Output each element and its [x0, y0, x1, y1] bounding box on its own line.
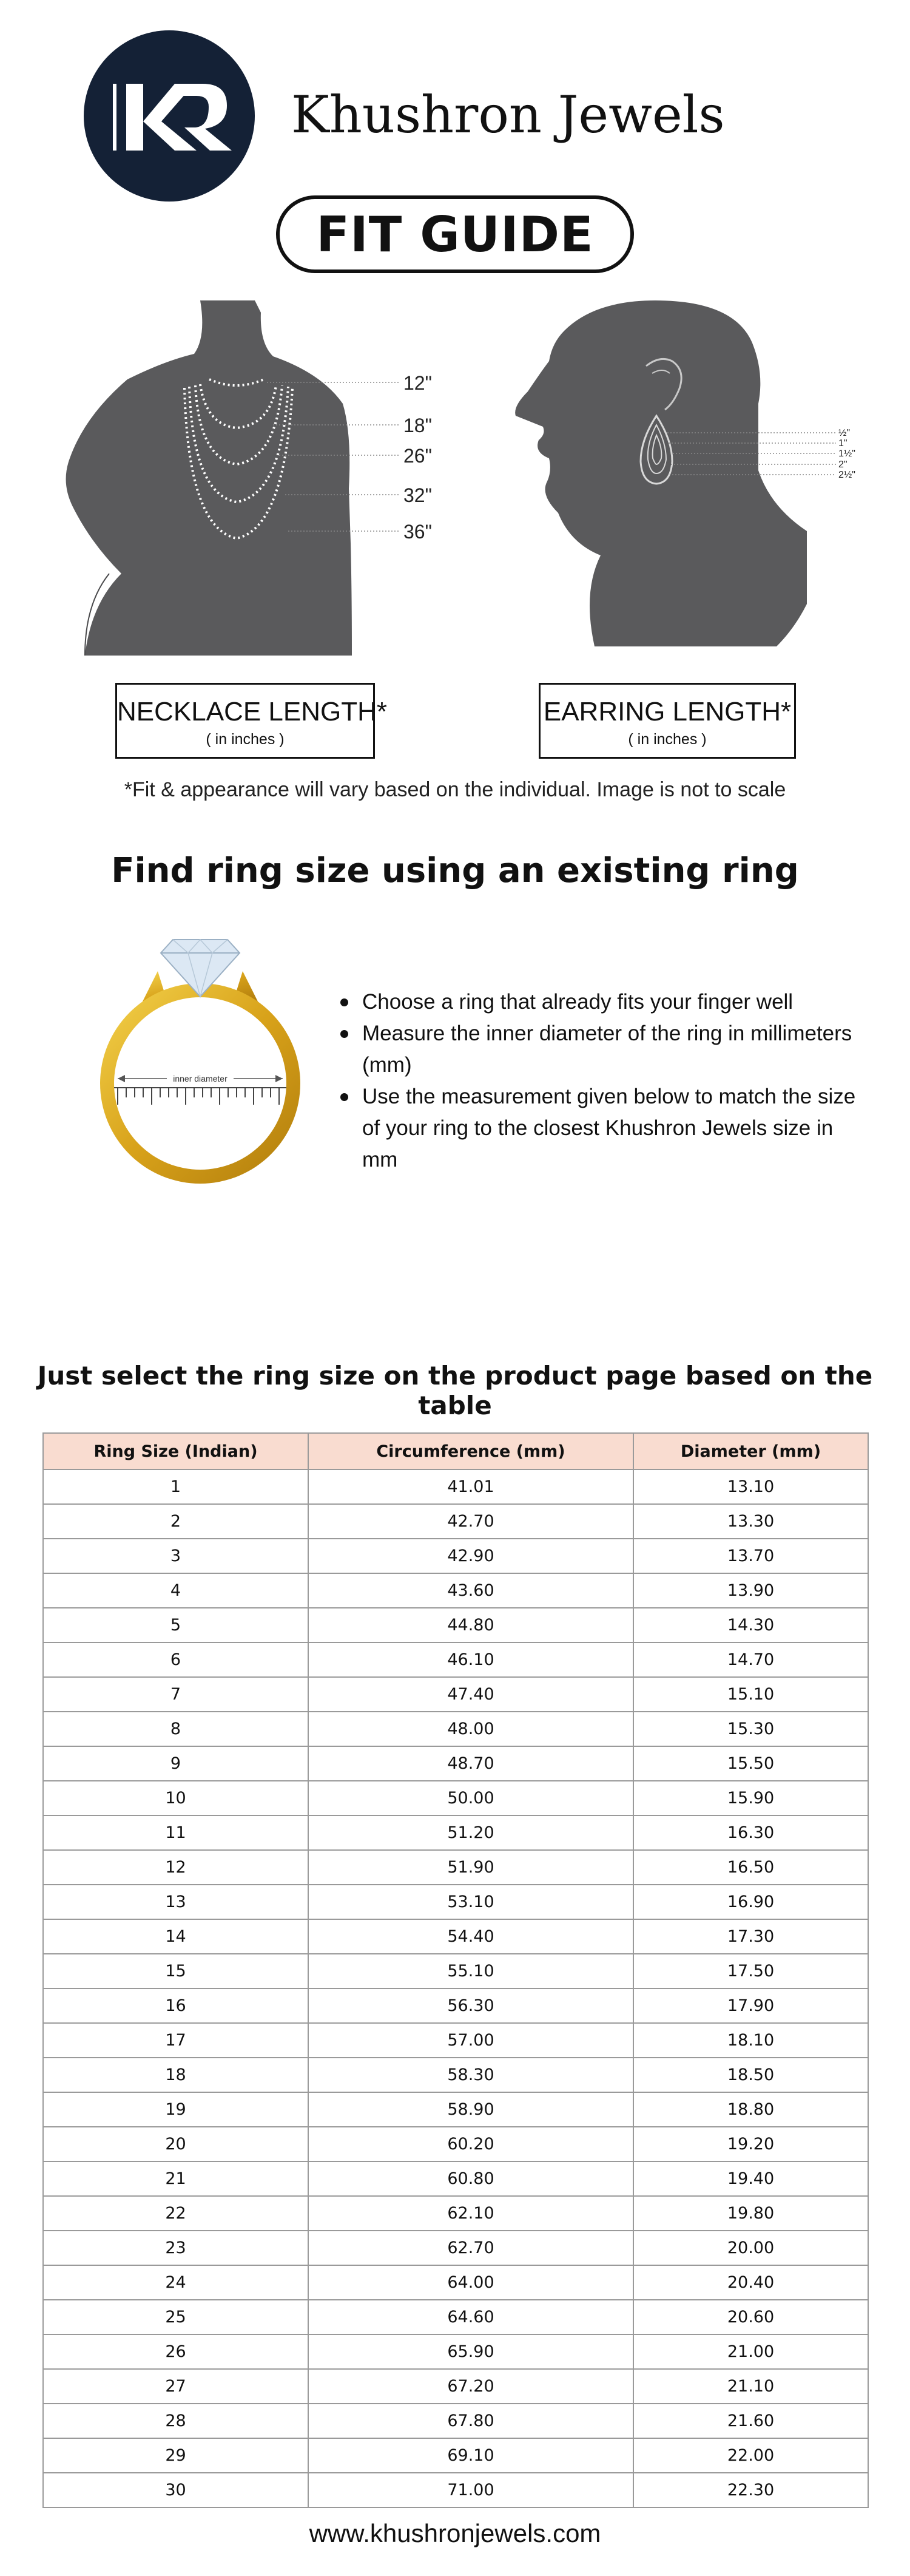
column-header-ring-size: Ring Size (Indian): [43, 1433, 308, 1469]
necklace-unit-text: ( in inches ): [206, 731, 285, 748]
diameter-cell: 13.90: [633, 1573, 868, 1608]
table-row: [43, 2127, 868, 2161]
ring-section-title: Find ring size using an existing ring: [111, 851, 799, 890]
circumference-cell: 46.10: [308, 1642, 633, 1677]
table-row: [43, 2196, 868, 2231]
diameter-cell: 15.10: [633, 1677, 868, 1712]
list-item: Choose a ring that already fits your finger well: [337, 986, 858, 1018]
ring-size-cell: 27: [43, 2369, 308, 2404]
circumference-cell: 67.80: [308, 2404, 633, 2438]
ring-size-cell: 9: [43, 1746, 308, 1781]
ring-size-cell: 29: [43, 2438, 308, 2473]
ring-size-cell: 16: [43, 1988, 308, 2023]
circumference-cell: 58.30: [308, 2058, 633, 2092]
circumference-cell: 41.01: [308, 1469, 633, 1504]
circumference-cell: 53.10: [308, 1885, 633, 1919]
table-row: [43, 1539, 868, 1573]
footer-url[interactable]: www.khushronjewels.com: [309, 2519, 601, 2547]
table-row: [43, 2369, 868, 2404]
table-row: [43, 1712, 868, 1746]
diameter-cell: 20.40: [633, 2265, 868, 2300]
circumference-cell: 51.20: [308, 1815, 633, 1850]
ring-size-cell: 3: [43, 1539, 308, 1573]
ring-size-cell: 23: [43, 2231, 308, 2265]
ring-size-cell: 24: [43, 2265, 308, 2300]
diameter-cell: 17.30: [633, 1919, 868, 1954]
ring-size-cell: 18: [43, 2058, 308, 2092]
brand-logo: [84, 30, 255, 202]
column-header-diameter: Diameter (mm): [633, 1433, 868, 1469]
diameter-cell: 13.10: [633, 1469, 868, 1504]
ring-size-cell: 5: [43, 1608, 308, 1642]
circumference-cell: 48.00: [308, 1712, 633, 1746]
diameter-cell: 18.50: [633, 2058, 868, 2092]
diameter-cell: 20.00: [633, 2231, 868, 2265]
earring-length-2: 2": [838, 459, 848, 470]
diameter-cell: 14.30: [633, 1608, 868, 1642]
diameter-cell: 14.70: [633, 1642, 868, 1677]
diameter-cell: 13.70: [633, 1539, 868, 1573]
ring-size-cell: 12: [43, 1850, 308, 1885]
table-row: [43, 2473, 868, 2507]
circumference-cell: 47.40: [308, 1677, 633, 1712]
circumference-cell: 51.90: [308, 1850, 633, 1885]
ring-size-table: [42, 1432, 869, 2508]
diameter-cell: 19.40: [633, 2161, 868, 2196]
circumference-cell: 60.80: [308, 2161, 633, 2196]
ring-size-cell: 20: [43, 2127, 308, 2161]
inner-diameter-label: inner diameter: [173, 1074, 228, 1083]
ring-size-cell: 15: [43, 1954, 308, 1988]
table-row: [43, 1677, 868, 1712]
ring-size-cell: 26: [43, 2334, 308, 2369]
ring-size-cell: 13: [43, 1885, 308, 1919]
ring-size-cell: 21: [43, 2161, 308, 2196]
circumference-cell: 48.70: [308, 1746, 633, 1781]
table-row: [43, 1988, 868, 2023]
ring-instructions: [337, 986, 858, 1176]
circumference-cell: 64.00: [308, 2265, 633, 2300]
table-row: [43, 1815, 868, 1850]
diameter-cell: 19.20: [633, 2127, 868, 2161]
ring-size-cell: 7: [43, 1677, 308, 1712]
table-row: [43, 1469, 868, 1504]
diameter-cell: 17.50: [633, 1954, 868, 1988]
table-row: [43, 1642, 868, 1677]
necklace-length-18: 18": [403, 415, 432, 436]
ring-size-cell: 2: [43, 1504, 308, 1539]
table-row: [43, 2438, 868, 2473]
circumference-cell: 56.30: [308, 1988, 633, 2023]
diameter-cell: 22.00: [633, 2438, 868, 2473]
table-row: [43, 2023, 868, 2058]
fit-guide-title: [276, 195, 634, 273]
ring-size-cell: 8: [43, 1712, 308, 1746]
diameter-cell: 19.80: [633, 2196, 868, 2231]
ring-size-cell: 22: [43, 2196, 308, 2231]
circumference-cell: 67.20: [308, 2369, 633, 2404]
table-row: [43, 2265, 868, 2300]
table-row: [43, 1573, 868, 1608]
table-header-row: [43, 1433, 868, 1469]
earring-length-1-half: 1½": [838, 449, 855, 459]
ring-size-cell: 6: [43, 1642, 308, 1677]
circumference-cell: 65.90: [308, 2334, 633, 2369]
diameter-cell: 15.50: [633, 1746, 868, 1781]
diameter-cell: 21.10: [633, 2369, 868, 2404]
table-row: [43, 1919, 868, 1954]
circumference-cell: 62.10: [308, 2196, 633, 2231]
ring-size-cell: 17: [43, 2023, 308, 2058]
table-row: [43, 1608, 868, 1642]
earring-length-1: 1": [838, 438, 848, 449]
necklace-length-label: [115, 683, 388, 759]
table-row: [43, 1504, 868, 1539]
circumference-cell: 62.70: [308, 2231, 633, 2265]
ring-size-cell: 4: [43, 1573, 308, 1608]
circumference-cell: 42.90: [308, 1539, 633, 1573]
ring-size-cell: 11: [43, 1815, 308, 1850]
necklace-label-text: NECKLACE LENGTH*: [117, 697, 388, 727]
diameter-cell: 22.30: [633, 2473, 868, 2507]
ring-size-cell: 25: [43, 2300, 308, 2334]
table-row: [43, 2092, 868, 2127]
circumference-cell: 50.00: [308, 1781, 633, 1815]
diameter-cell: 21.00: [633, 2334, 868, 2369]
necklace-illustration: [36, 288, 449, 668]
circumference-cell: 44.80: [308, 1608, 633, 1642]
circumference-cell: 69.10: [308, 2438, 633, 2473]
list-item: Measure the inner diameter of the ring in millimeters (mm): [337, 1018, 858, 1081]
circumference-cell: 43.60: [308, 1573, 633, 1608]
diameter-cell: 18.80: [633, 2092, 868, 2127]
list-item: Use the measurement given below to match the size of your ring to the closest Khushron Jewels size in mm: [337, 1081, 858, 1176]
earring-illustration: [491, 288, 880, 668]
ring-size-cell: 30: [43, 2473, 308, 2507]
disclaimer-note: *Fit & appearance will vary based on the individual. Image is not to scale: [124, 778, 786, 801]
earring-label-text: EARRING LENGTH*: [543, 697, 792, 727]
diameter-cell: 15.30: [633, 1712, 868, 1746]
ring-diagram: [67, 929, 334, 1196]
brand-name: Khushron Jewels: [291, 85, 725, 144]
diameter-cell: 21.60: [633, 2404, 868, 2438]
ring-size-cell: 10: [43, 1781, 308, 1815]
table-row: [43, 2404, 868, 2438]
diameter-cell: 17.90: [633, 1988, 868, 2023]
ring-size-cell: 19: [43, 2092, 308, 2127]
circumference-cell: 71.00: [308, 2473, 633, 2507]
ring-size-cell: 28: [43, 2404, 308, 2438]
table-row: [43, 2334, 868, 2369]
page-title: FIT GUIDE: [316, 206, 594, 263]
earring-unit-text: ( in inches ): [628, 731, 707, 748]
diameter-cell: 16.30: [633, 1815, 868, 1850]
table-row: [43, 1850, 868, 1885]
earring-length-half: ½": [838, 428, 851, 438]
table-row: [43, 2161, 868, 2196]
table-row: [43, 2058, 868, 2092]
diameter-cell: 13.30: [633, 1504, 868, 1539]
necklace-length-36: 36": [403, 521, 432, 543]
ring-size-cell: 14: [43, 1919, 308, 1954]
circumference-cell: 60.20: [308, 2127, 633, 2161]
table-row: [43, 2300, 868, 2334]
table-row: [43, 1746, 868, 1781]
diameter-cell: 20.60: [633, 2300, 868, 2334]
table-row: [43, 2231, 868, 2265]
circumference-cell: 54.40: [308, 1919, 633, 1954]
ring-size-cell: 1: [43, 1469, 308, 1504]
necklace-length-26: 26": [403, 445, 432, 467]
diameter-cell: 16.50: [633, 1850, 868, 1885]
table-row: [43, 1781, 868, 1815]
circumference-cell: 57.00: [308, 2023, 633, 2058]
ring-size-table-body: [43, 1469, 868, 2507]
circumference-cell: 55.10: [308, 1954, 633, 1988]
kr-monogram-icon: [84, 30, 255, 202]
earring-length-2-half: 2½": [838, 470, 855, 480]
necklace-length-12: 12": [403, 372, 432, 394]
table-title: Just select the ring size on the product page based on the table: [37, 1361, 873, 1420]
diameter-cell: 15.90: [633, 1781, 868, 1815]
earring-length-label: [539, 683, 796, 759]
circumference-cell: 58.90: [308, 2092, 633, 2127]
table-row: [43, 1954, 868, 1988]
table-row: [43, 1885, 868, 1919]
diameter-cell: 16.90: [633, 1885, 868, 1919]
column-header-circumference: Circumference (mm): [308, 1433, 633, 1469]
diameter-cell: 18.10: [633, 2023, 868, 2058]
necklace-length-32: 32": [403, 484, 432, 506]
circumference-cell: 64.60: [308, 2300, 633, 2334]
circumference-cell: 42.70: [308, 1504, 633, 1539]
